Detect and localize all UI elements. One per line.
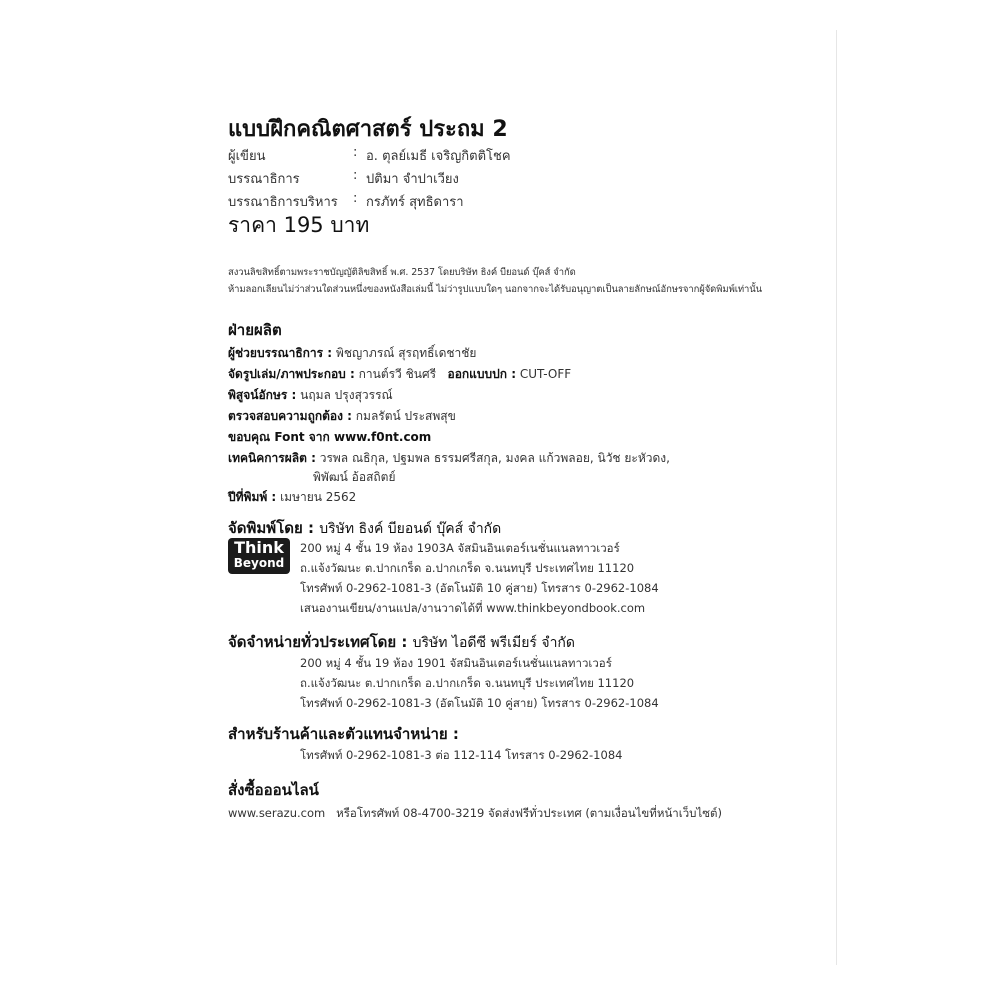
book-title: แบบฝึกคณิตศาสตร์ ประถม 2 xyxy=(228,117,508,142)
accuracy-name: กมลรัตน์ ประสพสุข xyxy=(355,409,456,423)
assistant-editor-label: ผู้ช่วยบรรณาธิการ : xyxy=(228,346,333,360)
logo-text-beyond: Beyond xyxy=(233,556,285,570)
publisher-name: บริษัท ธิงค์ บียอนด์ บุ๊คส์ จำกัด xyxy=(319,521,502,537)
credit-editor-name: ปติมา จำปาเวียง xyxy=(366,172,459,187)
credit-editor-role: บรรณาธิการ xyxy=(228,172,300,187)
price: ราคา 195 บาท xyxy=(228,213,370,237)
copyright-line-1: สงวนลิขสิทธิ์ตามพระราชบัญญัติลิขสิทธิ์ พ.ศ. 2537 โดยบริษัท ธิงค์ บียอนด์ บุ๊คส์ จำกัด xyxy=(228,267,576,278)
credit-managing-editor-name: กรภัทร์ สุทธิดารา xyxy=(366,195,464,210)
accuracy-line xyxy=(228,407,456,426)
accuracy-label: ตรวจสอบความถูกต้อง : xyxy=(228,409,352,423)
page-edge-divider xyxy=(836,30,837,965)
proof-line xyxy=(228,386,393,405)
retail-phone: โทรศัพท์ 0-2962-1081-3 ต่อ 112-114 โทรสาร 0-2962-1084 xyxy=(300,748,623,762)
technical-line xyxy=(228,449,670,468)
assistant-editor-name: พิชญาภรณ์ สุรฤทธิ์เดชาชัย xyxy=(335,346,477,360)
publisher-heading: จัดพิมพ์โดย : xyxy=(228,519,315,537)
copyright-line-2: ห้ามลอกเลียนไม่ว่าส่วนใดส่วนหนึ่งของหนังสือเล่มนี้ ไม่ว่ารูปแบบใดๆ นอกจากจะได้รับอนุญาตเป็นลายลักษณ์อักษรจากผู้จัดพิมพ์เท่านั้น xyxy=(228,284,763,295)
layout-label: จัดรูปเล่ม/ภาพประกอบ : xyxy=(228,367,355,381)
retail-heading: สำหรับร้านค้าและตัวแทนจำหน่าย : xyxy=(228,725,459,743)
credit-author-name: อ. ตุลย์เมธี เจริญกิตติโชค xyxy=(366,149,511,164)
distributor-name: บริษัท ไอดีซี พรีเมียร์ จำกัด xyxy=(412,635,575,651)
technical-label: เทคนิคการผลิต : xyxy=(228,451,316,465)
technical-names-2: พิพัฒน์ อ้อสถิตย์ xyxy=(313,470,396,484)
publisher-address-2: ถ.แจ้งวัฒนะ ต.ปากเกร็ด อ.ปากเกร็ด จ.นนทบุรี ประเทศไทย 11120 xyxy=(300,561,635,575)
online-site-link[interactable]: www.serazu.com xyxy=(228,806,326,820)
cover-label: ออกแบบปก : xyxy=(447,367,516,381)
year-value: เมษายน 2562 xyxy=(280,490,357,504)
publisher-phone: โทรศัพท์ 0-2962-1081-3 (อัตโนมัติ 10 คู่สาย) โทรสาร 0-2962-1084 xyxy=(300,581,659,595)
cover-name: CUT-OFF xyxy=(519,367,572,381)
online-heading: สั่งซื้อออนไลน์ xyxy=(228,781,319,799)
think-beyond-logo xyxy=(228,538,290,574)
logo-text-think: Think xyxy=(234,538,284,557)
thanks-text: ขอบคุณ Font จาก www.f0nt.com xyxy=(228,430,432,444)
publisher-address-1: 200 หมู่ 4 ชั้น 19 ห้อง 1903A จัสมินอินเตอร์เนชั่นแนลทาวเวอร์ xyxy=(300,541,620,555)
thanks-line xyxy=(228,428,431,447)
layout-line xyxy=(228,365,571,384)
publisher-heading-line xyxy=(228,516,501,540)
distributor-address-1: 200 หมู่ 4 ชั้น 19 ห้อง 1901 จัสมินอินเตอร์เนชั่นแนลทาวเวอร์ xyxy=(300,656,612,670)
assistant-editor-line xyxy=(228,344,476,363)
credit-managing-editor-separator: : xyxy=(353,191,358,206)
distributor-phone: โทรศัพท์ 0-2962-1081-3 (อัตโนมัติ 10 คู่สาย) โทรสาร 0-2962-1084 xyxy=(300,696,659,710)
production-heading: ฝ่ายผลิต xyxy=(228,321,282,339)
year-line xyxy=(228,488,356,507)
distributor-heading-line xyxy=(228,630,575,654)
credit-managing-editor-role: บรรณาธิการบริหาร xyxy=(228,195,338,210)
online-line xyxy=(228,805,722,823)
layout-name: กานต์รวี ชินศรี xyxy=(358,367,437,381)
technical-names-1: วรพล ณธิกุล, ปฐมพล ธรรมศรีสกุล, มงคล แก้วพลอย, นิวัช ยะหัวดง, xyxy=(319,451,670,465)
online-contact-text: หรือโทรศัพท์ 08-4700-3219 จัดส่งฟรีทั่วประเทศ (ตามเงื่อนไขที่หน้าเว็บไซต์) xyxy=(336,806,722,820)
distributor-heading: จัดจำหน่ายทั่วประเทศโดย : xyxy=(228,633,408,651)
proof-name: นฤมล ปรุงสุวรรณ์ xyxy=(300,388,393,402)
credit-author-role: ผู้เขียน xyxy=(228,149,266,164)
distributor-address-2: ถ.แจ้งวัฒนะ ต.ปากเกร็ด อ.ปากเกร็ด จ.นนทบุรี ประเทศไทย 11120 xyxy=(300,676,635,690)
credit-author-separator: : xyxy=(353,145,358,160)
year-label: ปีที่พิมพ์ : xyxy=(228,490,277,504)
publisher-submit: เสนองานเขียน/งานแปล/งานวาดได้ที่ www.thinkbeyondbook.com xyxy=(300,601,646,615)
proof-label: พิสูจน์อักษร : xyxy=(228,388,297,402)
credit-editor-separator: : xyxy=(353,168,358,183)
